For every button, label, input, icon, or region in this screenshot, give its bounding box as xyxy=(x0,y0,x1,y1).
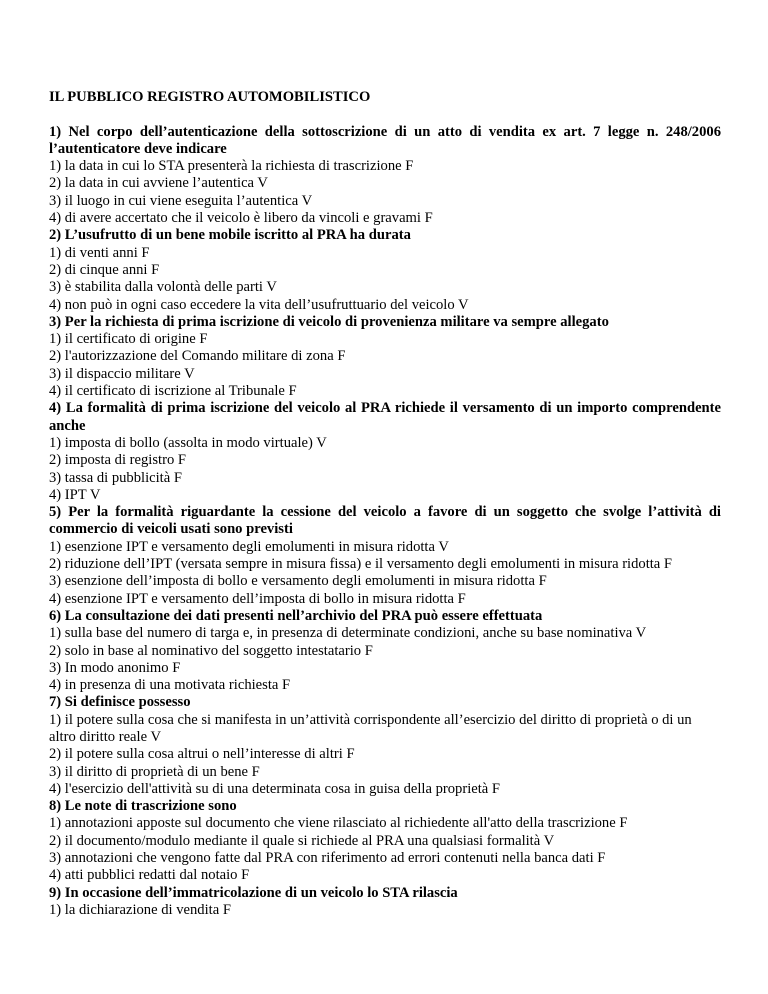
answer-item: 2) la data in cui avviene l’autentica V xyxy=(49,175,268,192)
question-block-7 xyxy=(49,694,721,798)
answer-item: 4) l'esercizio dell'attività su di una determinata cosa in guisa della proprietà F xyxy=(49,780,501,797)
answer-item: 1) esenzione IPT e versamento degli emolumenti in misura ridotta V xyxy=(49,538,449,555)
question-text: 9) In occasione dell’immatricolazione di un veicolo lo STA rilascia xyxy=(49,884,458,901)
answer-item: 1) la dichiarazione di vendita F xyxy=(49,901,231,918)
answer-item: 3) annotazioni che vengono fatte dal PRA con riferimento ad errori contenuti nella banca dati F xyxy=(49,850,606,867)
question-text: 2) L’usufrutto di un bene mobile iscritto al PRA ha durata xyxy=(49,227,411,244)
question-text: 7) Si definisce possesso xyxy=(49,694,191,711)
answer-item: 4) il certificato di iscrizione al Tribunale F xyxy=(49,383,297,400)
answer-item: 4) atti pubblici redatti dal notaio F xyxy=(49,867,250,884)
question-block-8 xyxy=(49,798,721,884)
answer-item: 3) In modo anonimo F xyxy=(49,659,181,676)
answer-item: 3) il luogo in cui viene eseguita l’autentica V xyxy=(49,192,313,209)
answer-item: 1) il potere sulla cosa che si manifesta in un’attività corrispondente all’esercizio del diritto di proprietà o di un altro diritto reale V xyxy=(49,711,692,745)
question-block-9 xyxy=(49,885,721,920)
question-block-1 xyxy=(49,124,721,228)
question-text: 8) Le note di trascrizione sono xyxy=(49,798,237,815)
document-page xyxy=(49,89,721,919)
answer-item: 1) la data in cui lo STA presenterà la richiesta di trascrizione F xyxy=(49,158,414,175)
answer-item: 3) il diritto di proprietà di un bene F xyxy=(49,763,260,780)
answer-item: 2) imposta di registro F xyxy=(49,452,187,469)
answer-item: 4) di avere accertato che il veicolo è libero da vincoli e gravami F xyxy=(49,210,433,227)
answer-item: 3) esenzione dell’imposta di bollo e versamento degli emolumenti in misura ridotta F xyxy=(49,573,547,590)
answer-item: 3) il dispaccio militare V xyxy=(49,365,195,382)
answer-item: 2) di cinque anni F xyxy=(49,261,160,278)
question-text: 3) Per la richiesta di prima iscrizione di veicolo di provenienza militare va sempre allegato xyxy=(49,313,609,330)
question-block-4 xyxy=(49,400,721,504)
question-block-6 xyxy=(49,608,721,694)
answer-item: 4) in presenza di una motivata richiesta F xyxy=(49,677,291,694)
answer-item: 4) non può in ogni caso eccedere la vita dell’usufruttuario del veicolo V xyxy=(49,296,469,313)
answer-item: 2) il documento/modulo mediante il quale si richiede al PRA una qualsiasi formalità V xyxy=(49,832,555,849)
answer-item: 1) imposta di bollo (assolta in modo virtuale) V xyxy=(49,434,327,451)
answer-item: 2) riduzione dell’IPT (versata sempre in misura fissa) e il versamento degli emolumenti in misura ridotta F xyxy=(49,556,673,573)
answer-item: 2) il potere sulla cosa altrui o nell’interesse di altri F xyxy=(49,746,355,763)
question-text: 1) Nel corpo dell’autenticazione della sottoscrizione di un atto di vendita ex art. 7 legge n. 248/2006 l’autenticatore deve indicare xyxy=(49,123,721,157)
answer-item: 1) il certificato di origine F xyxy=(49,331,208,348)
answer-item: 1) sulla base del numero di targa e, in presenza di determinate condizioni, anche su base nominativa V xyxy=(49,625,647,642)
answer-item: 4) esenzione IPT e versamento dell’imposta di bollo in misura ridotta F xyxy=(49,590,466,607)
question-block-2 xyxy=(49,227,721,313)
answer-item: 1) annotazioni apposte sul documento che viene rilasciato al richiedente all'atto della trascrizione F xyxy=(49,815,628,832)
answer-item: 1) di venti anni F xyxy=(49,244,150,261)
answer-item: 4) IPT V xyxy=(49,486,101,503)
answer-item: 3) tassa di pubblicità F xyxy=(49,469,182,486)
question-block-3 xyxy=(49,314,721,400)
answer-item: 2) solo in base al nominativo del soggetto intestatario F xyxy=(49,642,373,659)
question-block-5 xyxy=(49,504,721,608)
question-text: 5) Per la formalità riguardante la cessione del veicolo a favore di un soggetto che svolge l’attività di commercio di veicoli usati sono previsti xyxy=(49,504,721,538)
question-text: 4) La formalità di prima iscrizione del veicolo al PRA richiede il versamento di un importo comprendente anche xyxy=(49,400,721,434)
question-text: 6) La consultazione dei dati presenti nell’archivio del PRA può essere effettuata xyxy=(49,607,543,624)
document-title: IL PUBBLICO REGISTRO AUTOMOBILISTICO xyxy=(49,89,371,105)
answer-item: 2) l'autorizzazione del Comando militare di zona F xyxy=(49,348,346,365)
answer-item: 3) è stabilita dalla volontà delle parti V xyxy=(49,279,277,296)
